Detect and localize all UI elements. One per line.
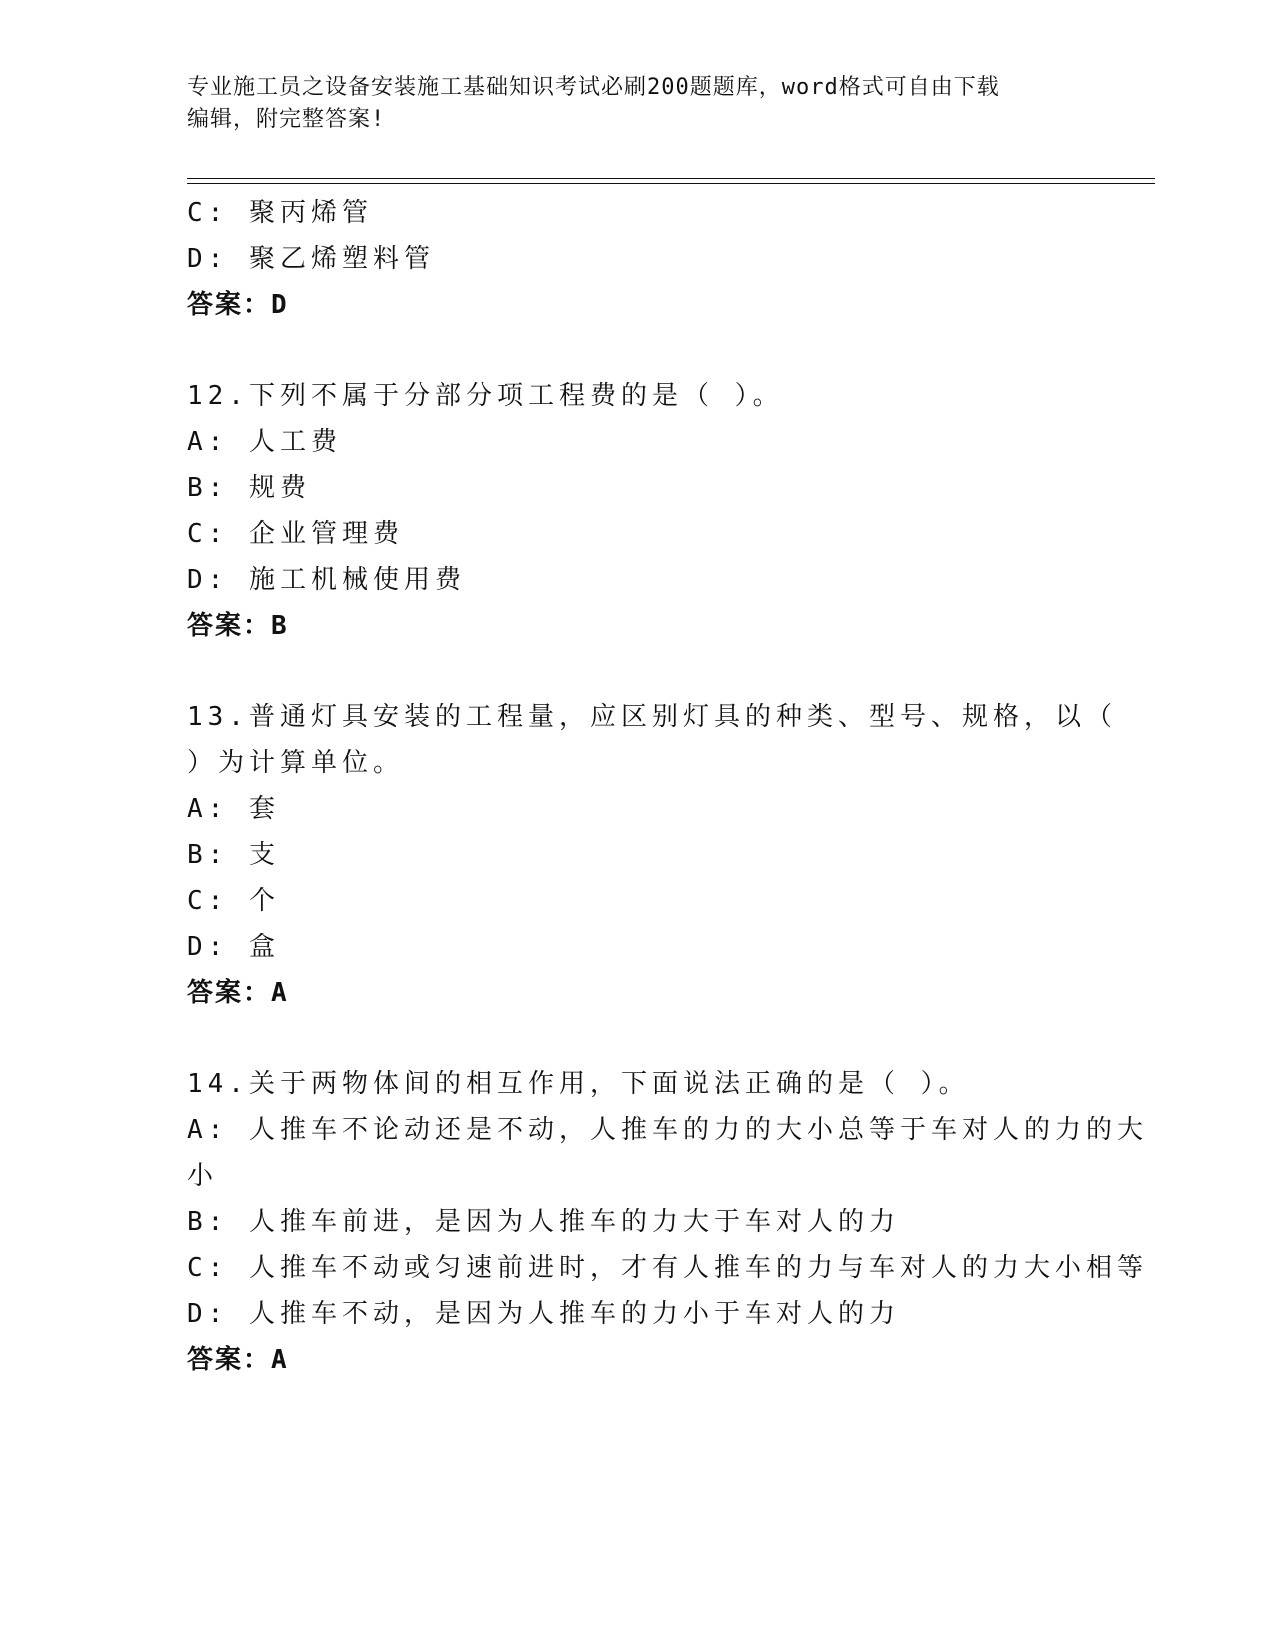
option-a: A: 套 xyxy=(187,794,280,824)
option-d: D: 人推车不动，是因为人推车的力小于车对人的力 xyxy=(187,1299,900,1329)
header-line-1: 专业施工员之设备安装施工基础知识考试必刷200题题库，word格式可自由下载 xyxy=(187,75,1000,100)
option-c: C: 企业管理费 xyxy=(187,519,404,549)
header-rule-top xyxy=(187,178,1155,179)
question-12 xyxy=(187,373,1087,649)
previous-question-tail xyxy=(187,190,1087,328)
header-line-2: 编辑，附完整答案! xyxy=(187,107,386,132)
option-b: B: 支 xyxy=(187,840,280,870)
answer: 答案：A xyxy=(187,1345,289,1375)
question-text: 12.下列不属于分部分项工程费的是（ ）。 xyxy=(187,381,784,411)
option-d: D: 施工机械使用费 xyxy=(187,565,466,595)
option-c: C: 聚丙烯管 xyxy=(187,198,373,228)
option-d: D: 聚乙烯塑料管 xyxy=(187,244,435,274)
option-b: B: 规费 xyxy=(187,473,311,503)
question-14 xyxy=(187,1061,1148,1383)
option-b: B: 人推车前进，是因为人推车的力大于车对人的力 xyxy=(187,1207,900,1237)
option-a: A: 人工费 xyxy=(187,427,342,457)
question-text: 14.关于两物体间的相互作用，下面说法正确的是（ ）。 xyxy=(187,1069,970,1099)
question-13 xyxy=(187,694,1117,1016)
option-a-line-1: A: 人推车不论动还是不动，人推车的力的大小总等于车对人的力的大 xyxy=(187,1115,1148,1145)
option-d: D: 盒 xyxy=(187,932,280,962)
option-c: C: 人推车不动或匀速前进时，才有人推车的力与车对人的力大小相等 xyxy=(187,1253,1148,1283)
document-header xyxy=(187,72,1067,136)
question-text-line-2: ）为计算单位。 xyxy=(187,748,405,778)
question-list xyxy=(187,190,1148,1383)
answer: 答案：A xyxy=(187,978,289,1008)
option-a-line-2: 小 xyxy=(187,1161,219,1191)
option-c: C: 个 xyxy=(187,886,280,916)
header-rule-bottom xyxy=(187,183,1155,184)
answer: 答案：D xyxy=(187,290,289,320)
question-text-line-1: 13.普通灯具安装的工程量，应区别灯具的种类、型号、规格，以（ xyxy=(187,702,1117,732)
answer: 答案：B xyxy=(187,611,289,641)
